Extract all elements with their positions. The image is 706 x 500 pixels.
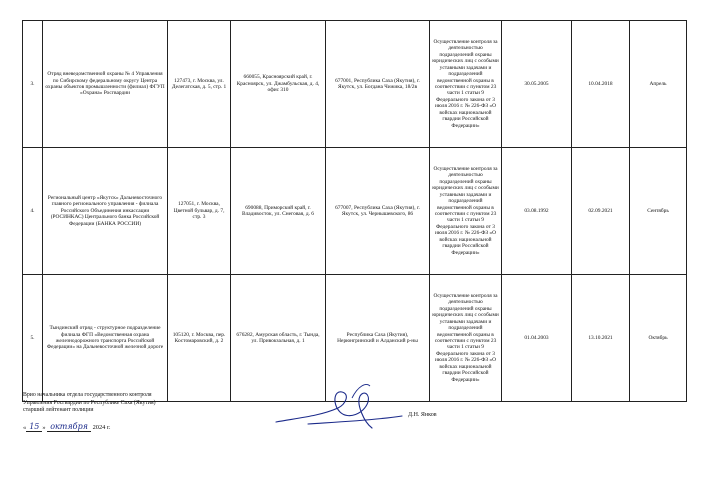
- cell-last-inspection-date: 13.10.2021: [572, 275, 630, 402]
- cell-number: 5.: [23, 275, 43, 402]
- inspection-plan-table: [22, 20, 687, 402]
- cell-organization: Тындинский отряд - структурное подразделение филиала ФГП «Ведомственная охрана железнодорожного транспорта Российской Федерации» на Дальневосточной железной дороге: [43, 275, 168, 402]
- cell-inspection-month: Апрель: [630, 21, 687, 148]
- cell-legal-address: 127051, г. Москва, Цветной бульвар, д. 7, стр. 3: [168, 148, 231, 275]
- signer-name: Д.Н. Янков: [408, 412, 437, 418]
- cell-inspection-basis: Осуществление контроля за деятельностью подразделений охраны юридических лиц с особыми уставными задачами и подразделений ведомственной охраны в соответствии с пунктом 23 части 1 статьи 9 Федерального закона от 3 июля 2016 г. № 226-ФЗ «О войсках национальной гвардии Российской Федерации»: [430, 275, 502, 402]
- table-row: [23, 21, 687, 148]
- cell-activity-place: Республика Саха (Якутия), Нерюнгринский и Алданский р-ны: [326, 275, 430, 402]
- date-month: октября: [50, 422, 88, 431]
- cell-inspection-basis: Осуществление контроля за деятельностью подразделений охраны юридических лиц с особыми уставными задачами и подразделений ведомственной охраны в соответствии с пунктом 23 части 1 статьи 9 Федерального закона от 3 июля 2016 г. № 226-ФЗ «О войсках национальной гвардии Российской Федерации»: [430, 21, 502, 148]
- cell-legal-address: 105120, г. Москва, пер. Костомаровский, д. 2: [168, 275, 231, 402]
- cell-organization: Региональный центр «Якутск» Дальневосточного главного регионального управления - филиала Российского Объединения инкассации (РОСИНКАС) Центрального банка Российской Федерации (БАНКА РОССИИ): [43, 148, 168, 275]
- cell-actual-address: 690088, Приморский край, г. Владивосток, ул. Снеговая, д. 6: [231, 148, 326, 275]
- cell-registration-date: 30.05.2005: [502, 21, 572, 148]
- date-open-quote: «: [23, 424, 27, 431]
- cell-organization: Отряд вневедомственной охраны № 4 Управления по Сибирскому федеральному округу Центра охраны объектов промышленности (филиал) ФГУП «Охрана» Росгвардии: [43, 21, 168, 148]
- signature-date: [23, 422, 110, 432]
- cell-inspection-basis: Осуществление контроля за деятельностью подразделений охраны юридических лиц с особыми уставными задачами и подразделений ведомственной охраны в соответствии с пунктом 23 части 1 статьи 9 Федерального закона от 3 июля 2016 г. № 226-ФЗ «О войсках национальной гвардии Российской Федерации»: [430, 148, 502, 275]
- signer-position-line-2: Управления Росгвардии по Республике Саха (Якутия): [23, 399, 156, 406]
- cell-number: 3.: [23, 21, 43, 148]
- cell-number: 4.: [23, 148, 43, 275]
- cell-last-inspection-date: 10.04.2018: [572, 21, 630, 148]
- signer-position-line-1: Врио начальника отдела государственного контроля: [23, 392, 152, 398]
- date-year: 2024 г.: [92, 424, 111, 431]
- table-row: [23, 148, 687, 275]
- cell-activity-place: 677007, Республика Саха (Якутия), г. Якутск, ул. Чернышевского, 86: [326, 148, 430, 275]
- cell-inspection-month: Октябрь: [630, 275, 687, 402]
- date-day: 15: [29, 422, 40, 431]
- cell-legal-address: 127473, г. Москва, ул. Делегатская, д. 5, стр. 1: [168, 21, 231, 148]
- date-close-quote: »: [42, 424, 46, 431]
- cell-actual-address: 676282, Амурская область, г. Тында, ул. Привокзальная, д. 1: [231, 275, 326, 402]
- handwritten-signature: [268, 378, 408, 438]
- signer-rank: старший лейтенант полиции: [23, 407, 94, 414]
- cell-registration-date: 03.08.1992: [502, 148, 572, 275]
- cell-inspection-month: Сентябрь: [630, 148, 687, 275]
- cell-actual-address: 660055, Красноярский край, г. Красноярск, ул. Джамбульская, д. 4, офис 310: [231, 21, 326, 148]
- cell-activity-place: 677001, Республика Саха (Якутия), г. Якутск, ул. Богдана Чижика, 18/2в: [326, 21, 430, 148]
- cell-last-inspection-date: 02.09.2021: [572, 148, 630, 275]
- signer-block: [23, 392, 273, 415]
- cell-registration-date: 01.04.2003: [502, 275, 572, 402]
